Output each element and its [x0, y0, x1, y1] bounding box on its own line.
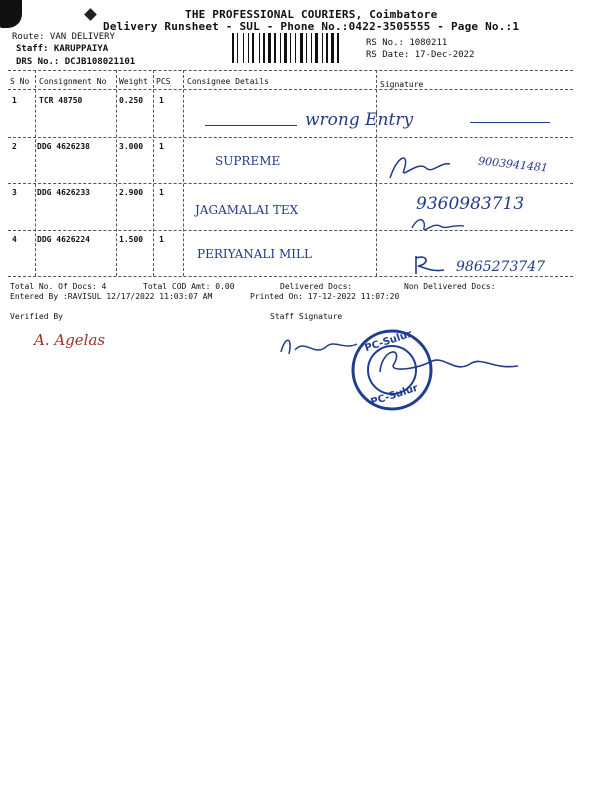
barcode-bar: [300, 33, 303, 63]
barcode-bar: [243, 33, 244, 63]
barcode-bar: [232, 33, 234, 63]
row1-bottom-rule: [8, 137, 573, 138]
table-top-rule: [8, 70, 573, 71]
col-header-weight: Weight: [119, 77, 148, 86]
row1-wrong-entry-note: wrong Entry: [305, 110, 414, 130]
printed-on: Printed On: 17-12-2022 11:07:20: [250, 292, 400, 301]
barcode-bar: [274, 33, 276, 63]
table-bottom-rule: [8, 276, 573, 277]
col-header-consignee: Consignee Details: [187, 77, 269, 86]
barcode-bar: [284, 33, 287, 63]
row2-consignee: SUPREME: [215, 154, 281, 168]
col-divider-5: [376, 70, 377, 276]
row1-sno: 1: [12, 96, 17, 105]
barcode-bar: [306, 33, 307, 63]
col-header-signature: Signature: [380, 80, 424, 89]
row3-bottom-rule: [8, 230, 573, 231]
row4-signature-scribble: [410, 252, 450, 278]
col-divider-1: [35, 70, 36, 276]
verified-by-label: Verified By: [10, 312, 63, 321]
row2-sno: 2: [12, 142, 17, 151]
wrong-entry-strike-right: [470, 122, 550, 123]
barcode: [232, 33, 360, 63]
barcode-bar: [259, 33, 260, 63]
row2-signature-scribble: [384, 150, 454, 184]
barcode-bar: [331, 33, 334, 63]
barcode-bar: [295, 33, 296, 63]
company-name: THE PROFESSIONAL COURIERS, Coimbatore: [185, 8, 438, 21]
row4-pcs: 1: [159, 235, 164, 244]
col-divider-3: [153, 70, 154, 276]
row2-weight: 3.000: [119, 142, 144, 151]
punch-mark: [84, 8, 97, 21]
row4-consignee: PERIYANALI MILL: [197, 247, 312, 261]
barcode-bar: [322, 33, 323, 63]
corner-smudge: [0, 0, 22, 28]
row3-consignee: JAGAMALAI TEX: [195, 203, 299, 217]
non-delivered-docs: Non Delivered Docs:: [404, 282, 496, 291]
stamp-bottom-text: PC-Sulur: [369, 382, 420, 409]
barcode-bar: [280, 33, 281, 63]
col-divider-2: [116, 70, 117, 276]
header-bottom-rule: [8, 89, 573, 90]
verifier-signature: A. Agelas: [34, 331, 106, 349]
row3-pcs: 1: [159, 188, 164, 197]
barcode-bar: [290, 33, 291, 63]
barcode-bar: [237, 33, 238, 63]
row2-signature-phone: 9003941481: [477, 154, 549, 175]
row3-consignment: DDG 4626233: [37, 188, 90, 197]
stamp-signature-scribble: [374, 344, 524, 384]
barcode-bar: [252, 33, 254, 63]
row3-signature-scribble: [408, 214, 468, 236]
row1-consignment: TCR 48750: [39, 96, 83, 105]
row4-signature-phone: 9865273747: [456, 259, 546, 275]
row1-weight: 0.250: [119, 96, 144, 105]
total-cod: Total COD Amt: 0.00: [143, 282, 235, 291]
barcode-bar: [311, 33, 312, 63]
row4-sno: 4: [12, 235, 17, 244]
rs-date: RS Date: 17-Dec-2022: [366, 50, 475, 60]
staff-label: Staff: KARUPPAIYA: [16, 44, 109, 54]
wrong-entry-strike-left: [205, 125, 297, 126]
row1-pcs: 1: [159, 96, 164, 105]
barcode-bar: [326, 33, 328, 63]
drs-number: DRS No.: DCJB108021101: [16, 57, 136, 67]
barcode-bar: [337, 33, 339, 63]
delivered-docs: Delivered Docs:: [280, 282, 353, 291]
sheet-title: Delivery Runsheet - SUL - Phone No.:0422-3505555 - Page No.:1: [103, 20, 520, 33]
row3-sno: 3: [12, 188, 17, 197]
row2-pcs: 1: [159, 142, 164, 151]
total-docs: Total No. Of Docs: 4: [10, 282, 107, 291]
col-divider-4: [183, 70, 184, 276]
barcode-bar: [263, 33, 265, 63]
barcode-bar: [315, 33, 318, 63]
row4-consignment: DDG 4626224: [37, 235, 90, 244]
col-header-sno: S No: [10, 77, 30, 86]
row3-signature-phone: 9360983713: [416, 194, 525, 214]
barcode-bar: [268, 33, 271, 63]
route-label: Route: VAN DELIVERY: [12, 32, 115, 42]
col-header-consignment: Consignment No: [39, 77, 107, 86]
row3-weight: 2.900: [119, 188, 144, 197]
col-header-pcs: PCS: [156, 77, 171, 86]
stamp-top-text: PC-Sulur: [363, 328, 414, 355]
row2-bottom-rule: [8, 183, 573, 184]
row4-weight: 1.500: [119, 235, 144, 244]
rs-number: RS No.: 1080211: [366, 38, 448, 48]
row2-consignment: DDG 4626238: [37, 142, 90, 151]
staff-signature-label: Staff Signature: [270, 312, 343, 321]
staff-signature-scribble: [275, 330, 360, 364]
entered-by: Entered By :RAVISUL 12/17/2022 11:03:07 AM: [10, 292, 213, 301]
barcode-bar: [248, 33, 249, 63]
